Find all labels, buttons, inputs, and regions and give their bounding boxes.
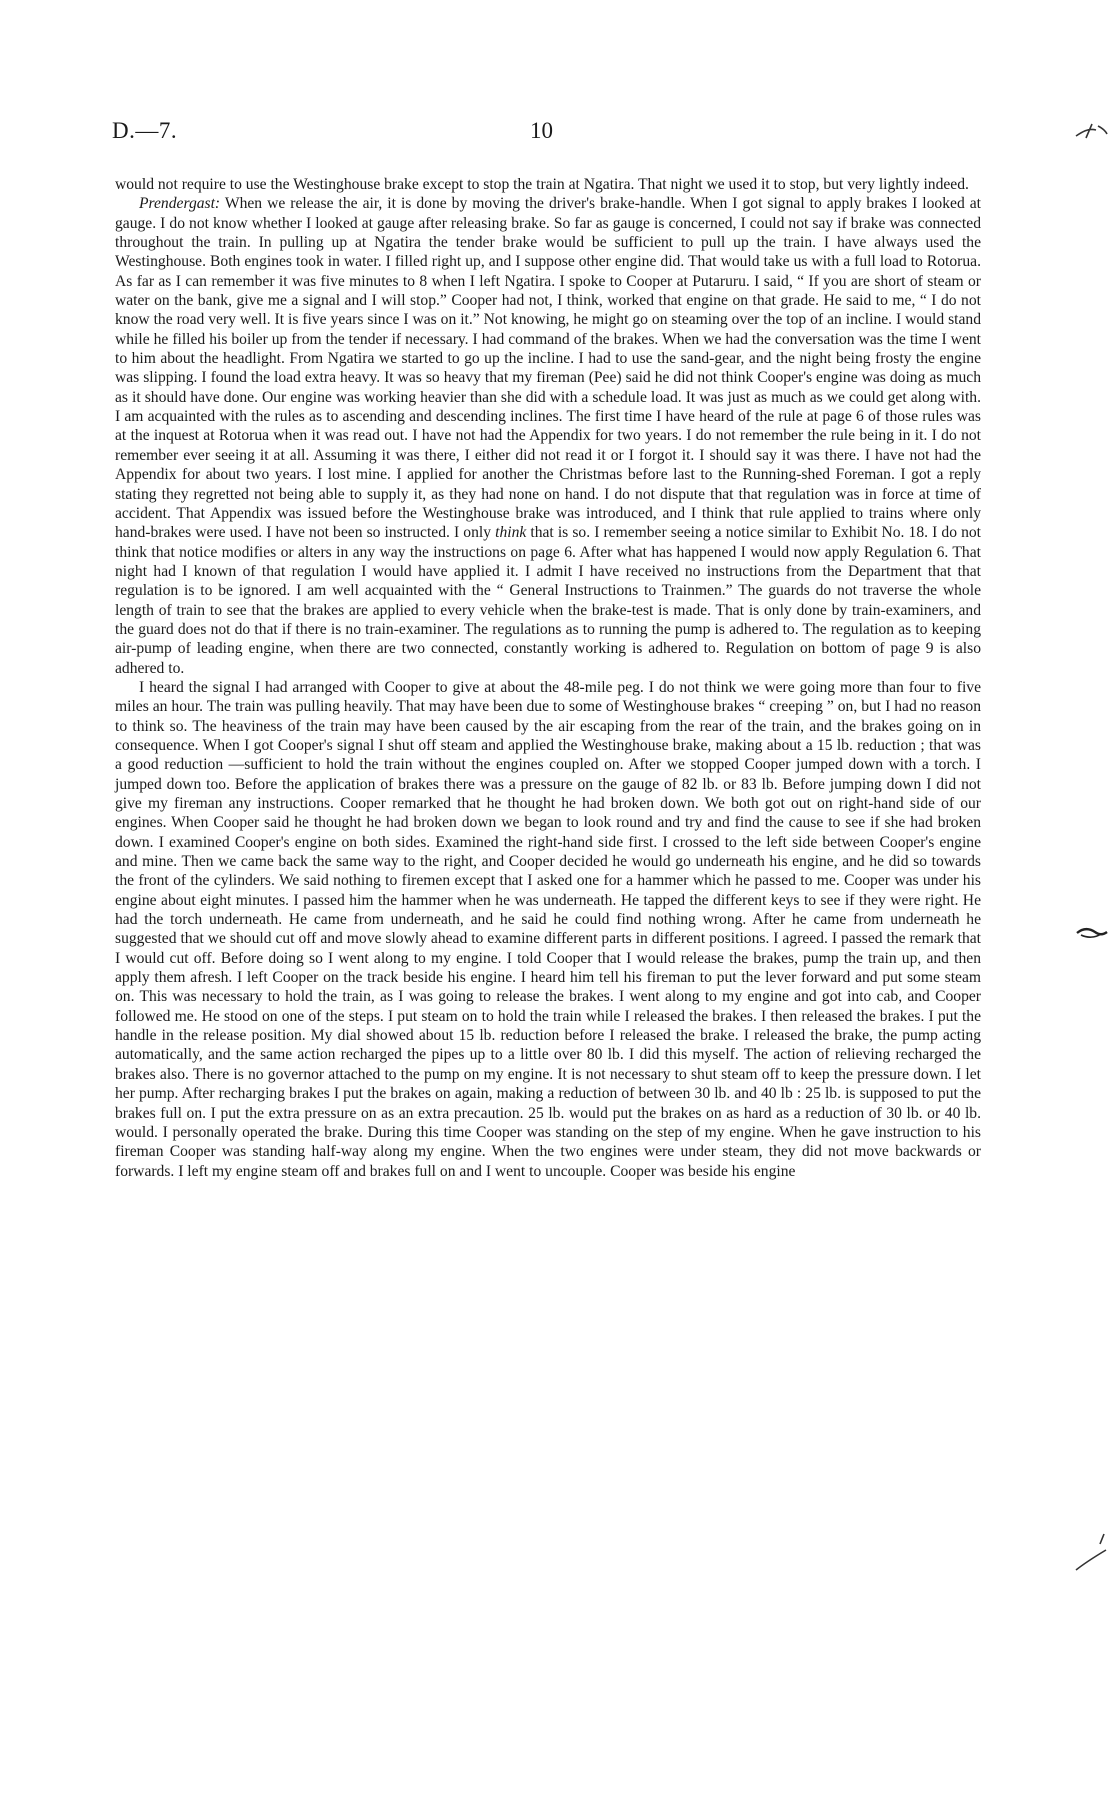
page-header	[112, 118, 982, 158]
pen-mark-icon	[1070, 1530, 1110, 1574]
speaker-name: Prendergast:	[139, 195, 221, 213]
emphasis: think	[495, 524, 527, 542]
body-text	[115, 175, 981, 1181]
paragraph	[115, 194, 981, 678]
paragraph: would not require to use the Westinghouse brake except to stop the train at Ngatira. That night we used it to stop, but very lightly indeed.	[115, 176, 969, 193]
paragraph-text: that is so. I remember seeing a notice similar to Exhibit No. 18. I do not think that notice modifies or alters in any way the instructions on page 6. After what has happened I would now apply Regulation 6. That night had I known of that regulation I would have applied it. I admit I have received no instructions from the Department that that regulation is to be ignored. I am well acquainted with the “ General Instructions to Trainmen.” The guards do not traverse the whole length of train to see that the brakes are applied to every vehicle when the brake-test is made. That is only done by train-examiners, and the guard does not do that if there is no train-examiner. The regulations as to running the pump is adhered to. The regulation as to keeping air-pump of leading engine, when there are two connected, constantly working is adhered to. Regulation on bottom of page 9 is also adhered to.	[115, 524, 981, 677]
page-number: 10	[530, 118, 553, 143]
document-reference: D.—7.	[112, 118, 178, 143]
pen-mark-icon	[1075, 925, 1109, 941]
pen-mark-icon	[1072, 118, 1110, 144]
paragraph-text: When we release the air, it is done by moving the driver's brake-handle. When I got signal to apply brakes I looked at gauge. I do not know whether I looked at gauge after releasing brake. So far as gauge is concerned, I could not say if brake was connected throughout the train. In pulling up at Ngatira the tender brake would be sufficient to pull up the train. I have always used the Westinghouse. Both engines took in water. I filled right up, and I suppose other engine did. That would take us with a full load to Rotorua. As far as I can remember it was five minutes to 8 when I left Ngatira. I spoke to Cooper at Putaruru. I said, “ If you are short of steam or water on the bank, give me a signal and I will stop.” Cooper had not, I think, worked that engine on that grade. He said to me, “ I do not know the road very well. It is five years since I was on it.” Not knowing, he might go on steaming over the top of an incline. I would stand while he filled his boiler up from the tender if necessary. I had command of the brakes. When we had the conversation was the time I went to him about the headlight. From Ngatira we started to go up the incline. I had to use the sand-gear, and the night being frosty the engine was slipping. I found the load extra heavy. It was so heavy that my fireman (Pee) said he did not think Cooper's engine was doing as much as it should have done. Our engine was working heavier than she did with a schedule load. It was just as much as we could get along with. I am acquainted with the rules as to ascending and descending inclines. The first time I have heard of the rule at page 6 of those rules was at the inquest at Rotorua when it was read out. I have not had the Appendix for two years. I do not remember the rule being in it. I do not remember ever seeing it at all. Assuming it was there, I either did not read it or I forgot it. I should say it was there. I have not had the Appendix for about two years. I lost mine. I applied for another the Christmas before last to the Running-shed Foreman. I got a reply stating they regretted not being able to supply it, as they had none on hand. I do not dispute that that regulation was in force at time of accident. That Appendix was issued before the Westinghouse brake was introduced, and I think that rule applied to trains where only hand-brakes were used. I have not been so instructed. I only	[115, 195, 981, 542]
paragraph: I heard the signal I had arranged with Cooper to give at about the 48-mile peg. I do not think we were going more than four to five miles an hour. The train was pulling heavily. That may have been due to some of Westinghouse brakes “ creeping ” on, but I had no reason to think so. The heaviness of the train may have been caused by the air escaping from the rear of the train, and the brakes going on in consequence. When I got Cooper's signal I shut off steam and applied the Westinghouse brake, making about a 15 lb. reduction ; that was a good reduction —sufficient to hold the train without the engines coupled on. After we stopped Cooper jumped down with a torch. I jumped down too. Before the application of brakes there was a pressure on the gauge of 82 lb. or 83 lb. Before jumping down I did not give my fireman any instructions. Cooper remarked that he thought he had broken down. We both got out on right-hand side of our engines. When Cooper said he thought he had broken down we began to look round and try and find the cause to see if she had broken down. I examined Cooper's engine on both sides. Examined the right-hand side first. I crossed to the left side between Cooper's engine and mine. Then we came back the same way to the right, and Cooper decided he would go underneath his engine, and he did so towards the front of the cylinders. We said nothing to firemen except that I asked one for a hammer which he passed to me. Cooper was under his engine about eight minutes. I passed him the hammer when he was underneath. He tapped the different keys to see if they were right. He had the torch underneath. He came from underneath, and he said he could find nothing wrong. After he came from underneath he suggested that we should cut off and move slowly ahead to examine different parts in different positions. I agreed. I passed the remark that I would cut off. Before doing so I went along to my engine. I told Cooper that I would release the brakes, pump the train up, and then apply them afresh. I left Cooper on the track beside his engine. I heard him tell his fireman to put the lever forward and put some steam on. This was necessary to hold the train, as I was going to release the brakes. I went along to my engine and got into cab, and Cooper followed me. He stood on one of the steps. I put steam on to hold the train while I released the brakes. I then released the brakes. I put the handle in the release position. My dial showed about 15 lb. reduction before I released the brake. I released the brake, the pump acting automatically, and the same action recharged the pipes up to a little over 80 lb. I did this myself. The action of relieving recharged the brakes also. There is no governor attached to the pump on my engine. It is not necessary to shut steam off to keep the pressure down. I let her pump. After recharging brakes I put the brakes on again, making a reduction of between 30 lb. and 40 lb : 25 lb. is supposed to put the brakes full on. I put the extra pressure on as an extra precaution. 25 lb. would put the brakes on as hard as a reduction of 30 lb. or 40 lb. would. I personally operated the brake. During this time Cooper was standing on the step of my engine. When he gave instruction to his fireman Cooper was standing half-way along my engine. When the two engines were under steam, they did not move backwards or forwards. I left my engine steam off and brakes full on and I went to uncouple. Cooper was beside his engine	[115, 678, 981, 1180]
